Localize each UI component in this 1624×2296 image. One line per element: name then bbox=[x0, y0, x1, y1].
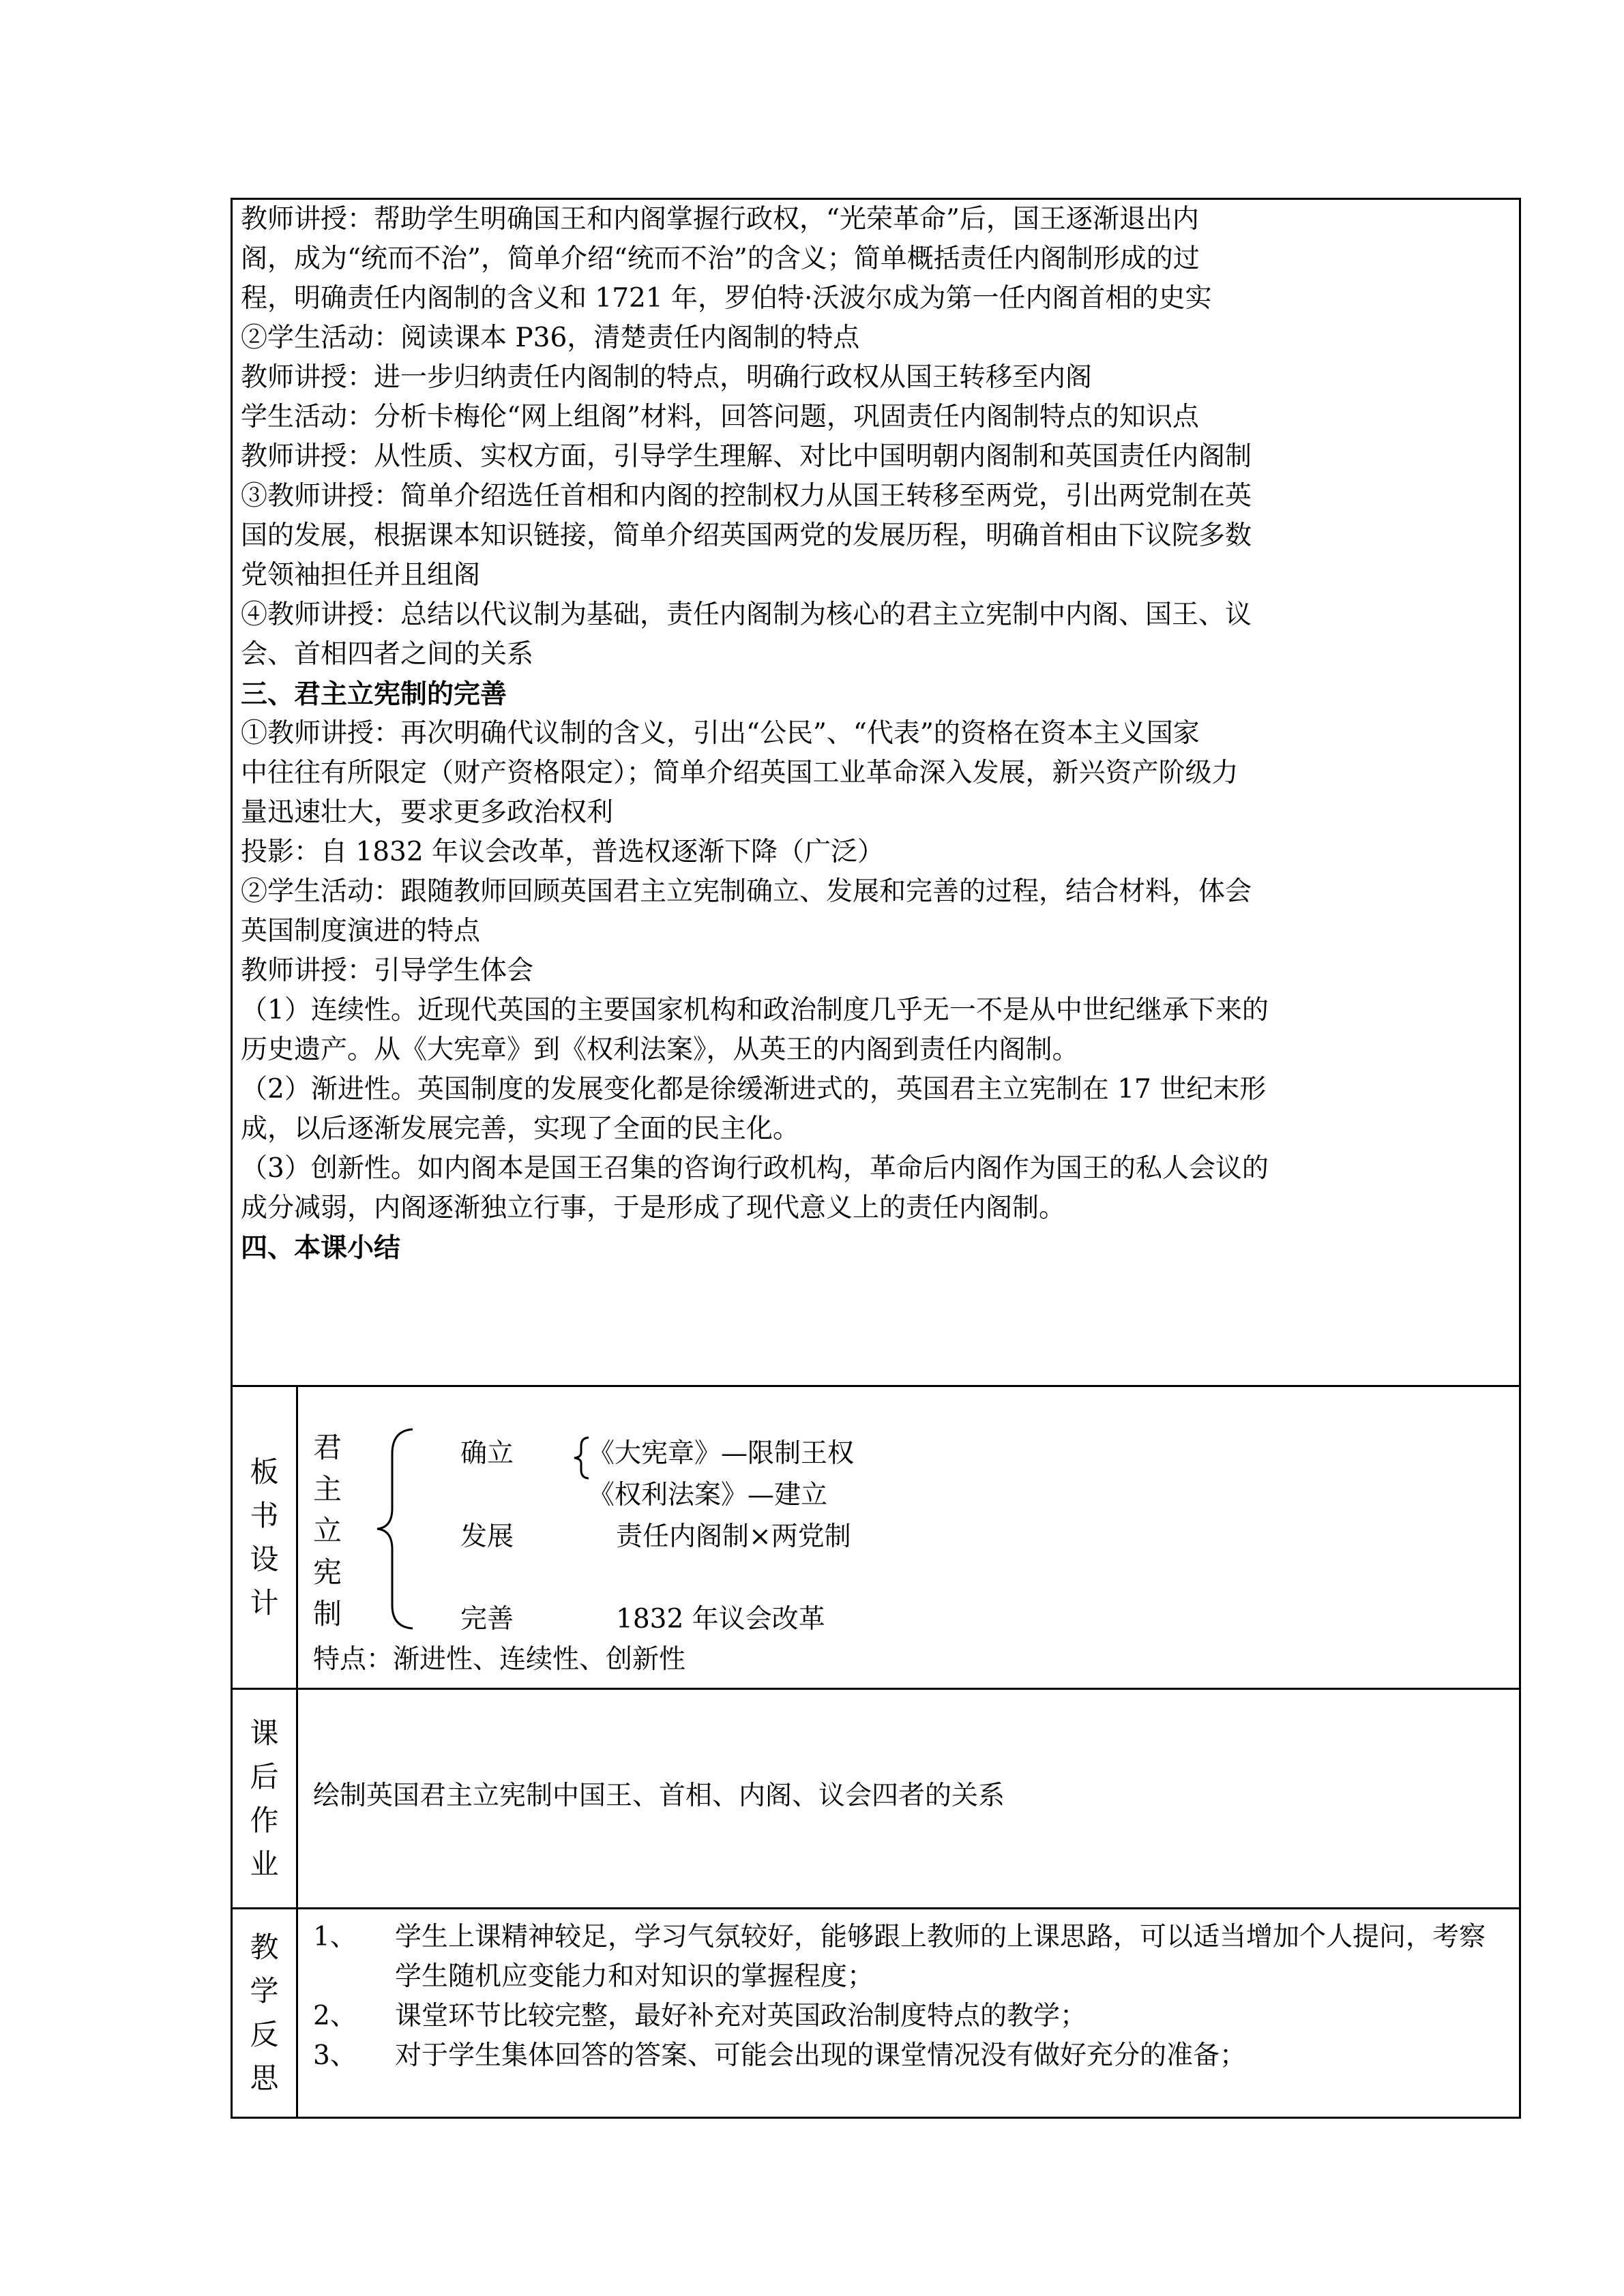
homework-cell bbox=[298, 1690, 1519, 1907]
homework-text: 绘制英国君主立宪制中国王、首相、内阁、议会四者的关系 bbox=[313, 1780, 1005, 1811]
reflection-item-number: 3、 bbox=[313, 2040, 357, 2071]
reflection-row bbox=[233, 1907, 1519, 2117]
board-features: 特点：渐进性、连续性、创新性 bbox=[313, 1644, 686, 1675]
reflection-item-text: 学生上课精神较足，学习气氛较好，能够跟上教师的上课思路，可以适当增加个人提问，考察学生随机应变能力和对知识的掌握程度； bbox=[395, 1922, 1486, 1992]
homework-row bbox=[233, 1688, 1519, 1907]
board-design-cell bbox=[298, 1387, 1519, 1688]
content-line: （1）连续性。近现代英国的主要国家机构和政治制度几乎无一不是从中世纪继承下来的 bbox=[241, 995, 1269, 1026]
stage-develop-item: 责任内阁制×两党制 bbox=[616, 1521, 851, 1552]
content-line: 教师讲授：帮助学生明确国王和内阁掌握行政权，“光荣革命”后，国王逐渐退出内 bbox=[241, 204, 1199, 235]
content-line: 教师讲授：进一步归纳责任内阁制的特点，明确行政权从国王转移至内阁 bbox=[241, 362, 1093, 393]
stage-establish-item: 《大宪章》—限制王权 bbox=[588, 1438, 855, 1469]
reflection-item-text: 课堂环节比较完整，最好补充对英国政治制度特点的教学； bbox=[395, 2001, 1087, 2031]
reflection-item bbox=[313, 1997, 1505, 2036]
stage-perfect-item: 1832 年议会改革 bbox=[616, 1604, 825, 1635]
board-design-row bbox=[233, 1385, 1519, 1688]
reflection-item-number: 2、 bbox=[313, 2001, 357, 2031]
content-line: 成分减弱，内阁逐渐独立行事，于是形成了现代意义上的责任内阁制。 bbox=[241, 1193, 1066, 1223]
content-line: 历史遗产。从《大宪章》到《权利法案》，从英王的内阁到责任内阁制。 bbox=[241, 1034, 1079, 1065]
lesson-plan-table bbox=[231, 198, 1521, 2119]
stage-develop: 发展 bbox=[460, 1521, 514, 1552]
content-line: ③教师讲授：简单介绍选任首相和内阁的控制权力从国王转移至两党，引出两党制在英 bbox=[241, 481, 1252, 511]
content-line: 程，明确责任内阁制的含义和 1721 年，罗伯特·沃波尔成为第一任内阁首相的史实 bbox=[241, 283, 1212, 314]
content-line: （3）创新性。如内阁本是国王召集的咨询行政机构，革命后内阁作为国王的私人会议的 bbox=[241, 1153, 1269, 1184]
content-line: 阁，成为“统而不治”，简单介绍“统而不治”的含义；简单概括责任内阁制形成的过 bbox=[241, 243, 1200, 274]
content-line: 国的发展，根据课本知识链接，简单介绍英国两党的发展历程，明确首相由下议院多数 bbox=[241, 520, 1252, 551]
homework-label: 课 后 作 业 bbox=[233, 1690, 298, 1907]
content-line: 成，以后逐渐发展完善，实现了全面的民主化。 bbox=[241, 1114, 800, 1144]
content-row bbox=[233, 200, 1519, 1385]
content-line: ②学生活动：跟随教师回顾英国君主立宪制确立、发展和完善的过程，结合材料，体会 bbox=[241, 876, 1252, 907]
reflection-item bbox=[313, 2036, 1505, 2076]
reflection-item bbox=[313, 1918, 1505, 1997]
board-design-label: 板 书 设 计 bbox=[233, 1387, 298, 1688]
lesson-content-cell bbox=[241, 200, 1511, 1268]
content-line: 会、首相四者之间的关系 bbox=[241, 639, 534, 670]
stage-establish: 确立 bbox=[460, 1438, 514, 1469]
content-line: 中往往有所限定（财产资格限定）；简单介绍英国工业革命深入发展，新兴资产阶级力 bbox=[241, 758, 1239, 788]
reflection-label: 教 学 反 思 bbox=[233, 1909, 298, 2117]
reflection-list bbox=[313, 1918, 1505, 2076]
large-brace-icon bbox=[372, 1427, 419, 1631]
section-heading: 四、本课小结 bbox=[241, 1232, 401, 1264]
content-line: ①教师讲授：再次明确代议制的含义，引出“公民”、“代表”的资格在资本主义国家 bbox=[241, 718, 1200, 749]
content-line: 教师讲授：从性质、实权方面，引导学生理解、对比中国明朝内阁制和英国责任内阁制 bbox=[241, 441, 1252, 472]
section-heading: 三、君主立宪制的完善 bbox=[241, 679, 507, 710]
content-line: （2）渐进性。英国制度的发展变化都是徐缓渐进式的，英国君主立宪制在 17 世纪末形 bbox=[241, 1074, 1267, 1105]
content-line: 教师讲授：引导学生体会 bbox=[241, 955, 534, 986]
reflection-item-number: 1、 bbox=[313, 1922, 357, 1952]
content-line: 量迅速壮大，要求更多政治权利 bbox=[241, 797, 614, 828]
content-line: 党领袖担任并且组阁 bbox=[241, 560, 481, 591]
board-title-vertical: 君 主 立 宪 制 bbox=[313, 1431, 342, 1630]
reflection-item-text: 对于学生集体回答的答案、可能会出现的课堂情况没有做好充分的准备； bbox=[395, 2040, 1247, 2071]
content-line: 投影：自 1832 年议会改革，普选权逐渐下降（广泛） bbox=[241, 837, 885, 867]
content-line: ②学生活动：阅读课本 P36，清楚责任内阁制的特点 bbox=[241, 323, 860, 353]
content-line: 英国制度演进的特点 bbox=[241, 916, 481, 946]
content-line: ④教师讲授：总结以代议制为基础，责任内阁制为核心的君主立宪制中内阁、国王、议 bbox=[241, 599, 1252, 630]
stage-establish-item: 《权利法案》—建立 bbox=[588, 1480, 828, 1510]
reflection-cell bbox=[298, 1909, 1519, 2117]
stage-perfect: 完善 bbox=[460, 1604, 514, 1635]
content-line: 学生活动：分析卡梅伦“网上组阁”材料，回答问题，巩固责任内阁制特点的知识点 bbox=[241, 402, 1199, 432]
